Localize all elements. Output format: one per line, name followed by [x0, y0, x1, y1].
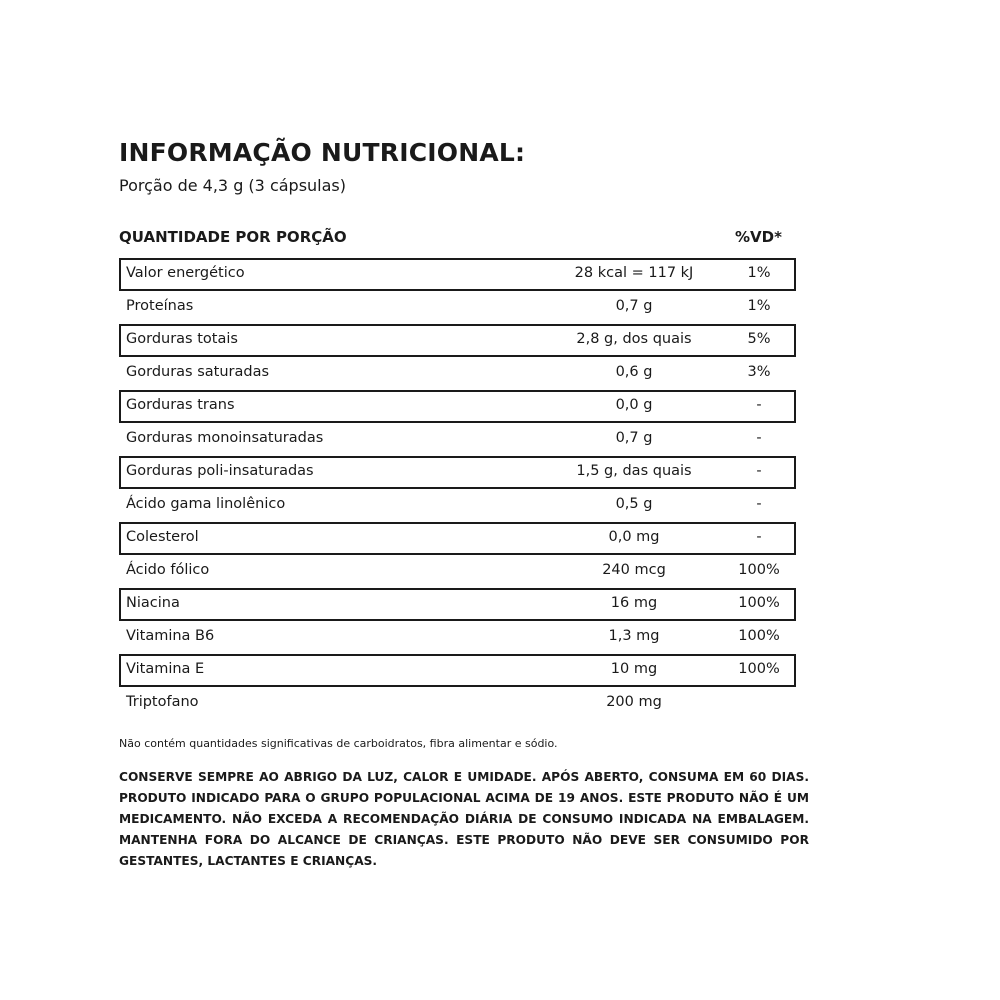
table-row	[119, 687, 796, 720]
nutrient-name: Vitamina B6	[126, 628, 215, 644]
table-row	[119, 588, 796, 621]
table-row	[119, 489, 796, 522]
nutrient-amount: 0,0 g	[615, 397, 653, 413]
nutrient-vd: 1%	[747, 298, 771, 314]
nutrient-name: Colesterol	[126, 529, 199, 545]
nutrient-name: Valor energético	[126, 265, 245, 281]
table-row	[119, 456, 796, 489]
nutrient-amount: 0,6 g	[615, 364, 653, 380]
header-vd-label: %VD*	[735, 228, 782, 246]
nutrient-name: Niacina	[126, 595, 180, 611]
nutrient-name: Gorduras saturadas	[126, 364, 270, 380]
nutrient-vd: 1%	[747, 265, 771, 281]
nutrient-vd: 3%	[747, 364, 771, 380]
nutrient-amount: 16 mg	[610, 595, 658, 611]
nutrient-vd: -	[756, 430, 762, 446]
table-row	[119, 555, 796, 588]
nutrient-name: Proteínas	[126, 298, 194, 314]
nutrient-name: Ácido fólico	[126, 562, 210, 578]
nutrient-name: Gorduras totais	[126, 331, 238, 347]
nutrient-vd: 5%	[747, 331, 771, 347]
nutrient-vd: -	[756, 397, 762, 413]
nutrient-name: Gorduras trans	[126, 397, 235, 413]
nutrient-name: Triptofano	[126, 694, 199, 710]
nutrient-amount: 1,3 mg	[608, 628, 660, 644]
nutrient-vd: -	[756, 463, 762, 479]
page-title: INFORMAÇÃO NUTRICIONAL:	[119, 138, 526, 167]
nutrient-vd: 100%	[738, 595, 780, 611]
header-quantity-label: QUANTIDADE POR PORÇÃO	[119, 228, 347, 246]
table-row	[119, 621, 796, 654]
nutrient-amount: 2,8 g, dos quais	[576, 331, 692, 347]
nutrient-vd: -	[756, 529, 762, 545]
nutrient-amount: 0,7 g	[615, 298, 653, 314]
nutrient-vd: 100%	[738, 661, 780, 677]
table-row	[119, 324, 796, 357]
nutrient-amount: 1,5 g, das quais	[576, 463, 692, 479]
nutrient-vd: -	[756, 496, 762, 512]
table-row	[119, 654, 796, 687]
nutrient-amount: 0,5 g	[615, 496, 653, 512]
nutrient-vd: 100%	[738, 628, 780, 644]
nutrient-amount: 200 mg	[606, 694, 662, 710]
table-header	[119, 228, 796, 248]
nutrition-table	[119, 258, 796, 720]
nutrient-name: Ácido gama linolênico	[126, 496, 286, 512]
nutrient-amount: 0,0 mg	[608, 529, 660, 545]
table-row	[119, 390, 796, 423]
serving-size: Porção de 4,3 g (3 cápsulas)	[119, 176, 346, 195]
table-row	[119, 258, 796, 291]
table-row	[119, 423, 796, 456]
nutrient-name: Gorduras monoinsaturadas	[126, 430, 324, 446]
table-row	[119, 291, 796, 324]
nutrient-vd: 100%	[738, 562, 780, 578]
footnote: Não contém quantidades significativas de carboidratos, fibra alimentar e sódio.	[119, 737, 558, 750]
nutrient-amount: 28 kcal = 117 kJ	[574, 265, 694, 281]
nutrient-name: Gorduras poli-insaturadas	[126, 463, 314, 479]
nutrient-name: Vitamina E	[126, 661, 205, 677]
nutrient-amount: 10 mg	[610, 661, 658, 677]
table-row	[119, 522, 796, 555]
table-row	[119, 357, 796, 390]
warning-text: CONSERVE SEMPRE AO ABRIGO DA LUZ, CALOR E UMIDADE. APÓS ABERTO, CONSUMA EM 60 DIAS. PRODUTO INDICADO PARA O GRUPO POPULACIONAL ACIMA DE 19 ANOS. ESTE PRODUTO NÃO É UM MEDICAMENTO. NÃO EXCEDA A RECOMENDAÇÃO DIÁRIA DE CONSUMO INDICADA NA EMBALAGEM. MANTENHA FORA DO ALCANCE DE CRIANÇAS. ESTE PRODUTO NÃO DEVE SER CONSUMIDO POR GESTANTES, LACTANTES E CRIANÇAS.	[119, 770, 809, 868]
nutrient-amount: 240 mcg	[602, 562, 666, 578]
nutrient-amount: 0,7 g	[615, 430, 653, 446]
